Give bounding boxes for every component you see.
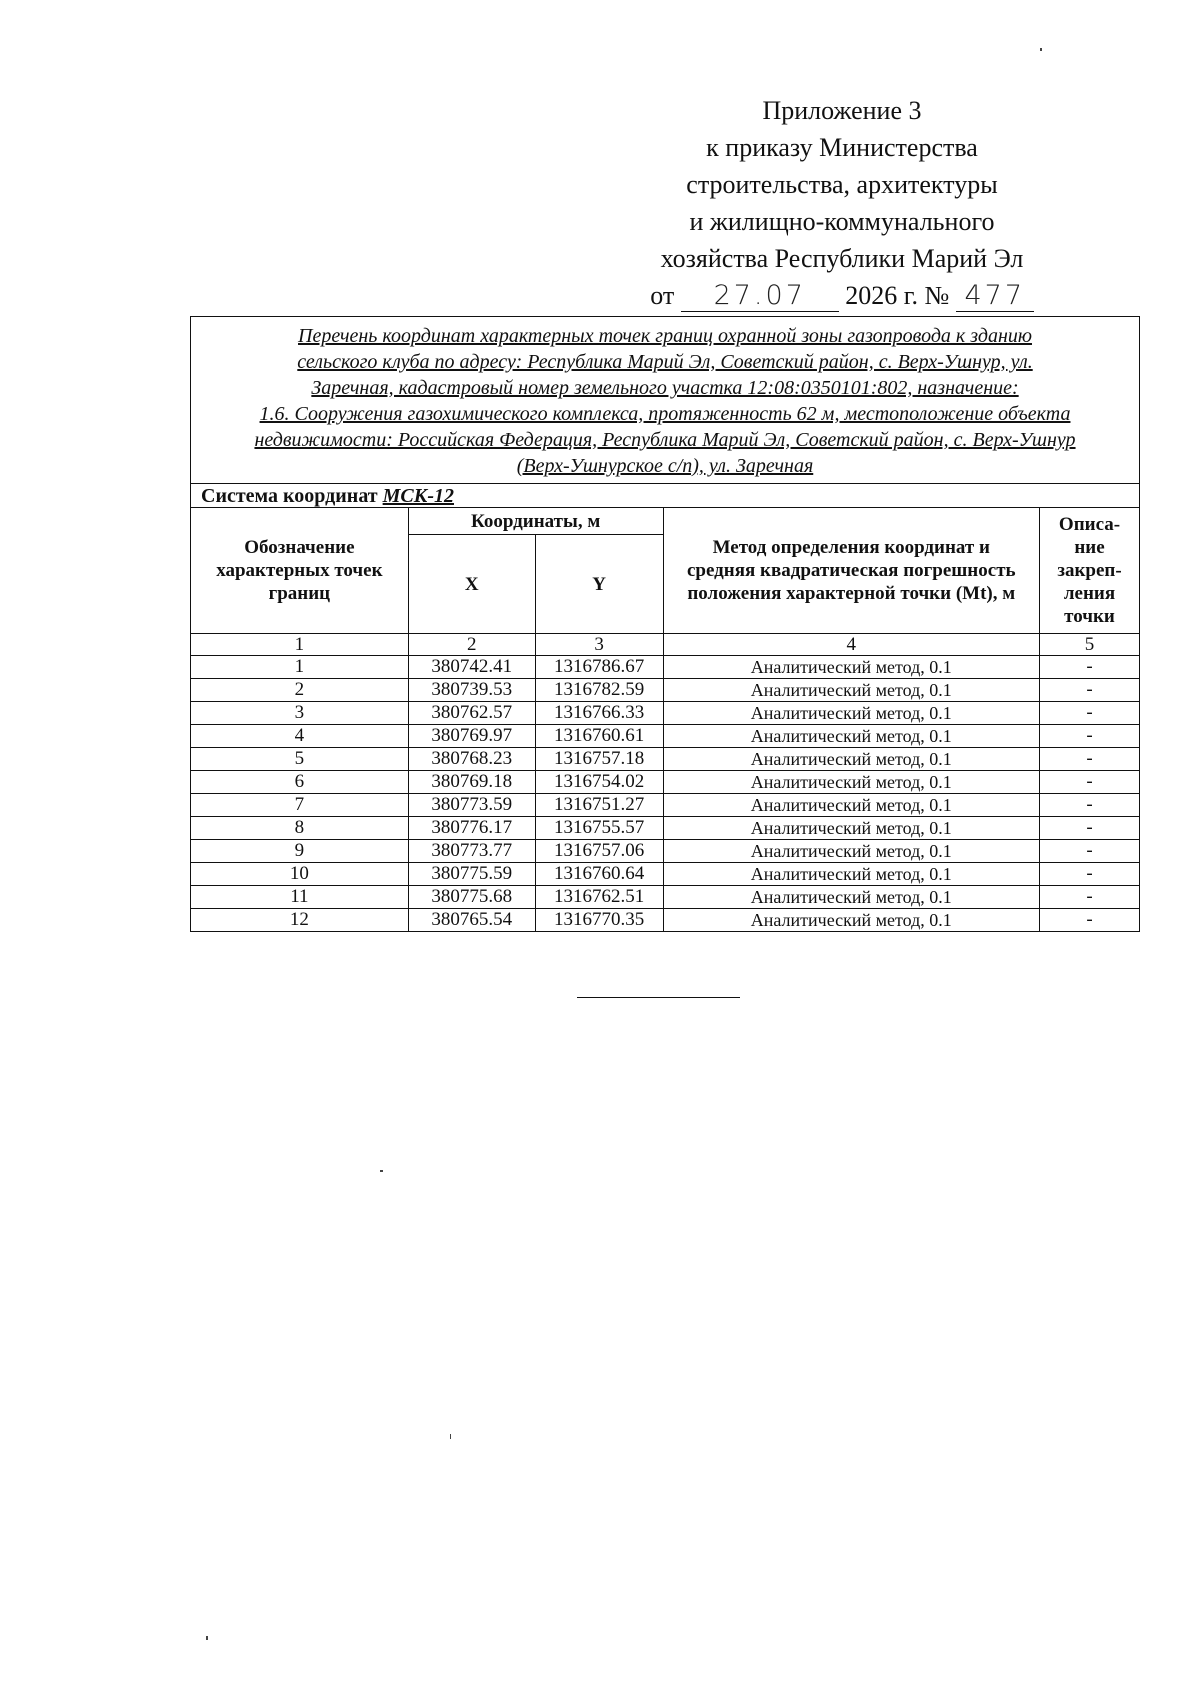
header-line: Приложение 3 (762, 96, 922, 125)
method-cell: Аналитический метод, 0.1 (663, 656, 1039, 679)
point-cell: 5 (191, 748, 409, 771)
col-description-header: Описа-ние закреп-ления точки (1040, 508, 1140, 634)
y-cell: 1316755.57 (535, 817, 663, 840)
point-cell: 6 (191, 771, 409, 794)
system-label: Система координат (201, 485, 378, 507)
x-cell: 380775.59 (408, 863, 535, 886)
desc-cell: - (1040, 909, 1140, 932)
point-cell: 7 (191, 794, 409, 817)
table-row (191, 840, 1140, 863)
desc-cell: - (1040, 817, 1140, 840)
title-line: Перечень координат характерных точек границ охранной зоны газопровода к зданию (298, 325, 1032, 347)
method-cell: Аналитический метод, 0.1 (663, 771, 1039, 794)
point-cell: 10 (191, 863, 409, 886)
appendix-header (622, 92, 1062, 314)
desc-cell: - (1040, 863, 1140, 886)
point-cell: 4 (191, 725, 409, 748)
table-title (191, 317, 1140, 484)
table-row (191, 817, 1140, 840)
intro-row (191, 317, 1140, 484)
point-cell: 11 (191, 886, 409, 909)
scan-speck (380, 1170, 383, 1172)
method-cell: Аналитический метод, 0.1 (663, 794, 1039, 817)
method-cell: Аналитический метод, 0.1 (663, 748, 1039, 771)
header-line: и жилищно-коммунального (689, 207, 995, 236)
order-number-field (956, 281, 1034, 312)
point-cell: 9 (191, 840, 409, 863)
y-cell: 1316751.27 (535, 794, 663, 817)
y-cell: 1316757.06 (535, 840, 663, 863)
table-row (191, 909, 1140, 932)
desc-cell: - (1040, 725, 1140, 748)
title-line: сельского клуба по адресу: Республика Марий Эл, Советский район, с. Верх-Ушнур, ул. (297, 351, 1033, 373)
table-row (191, 771, 1140, 794)
x-cell: 380769.18 (408, 771, 535, 794)
column-number: 5 (1040, 634, 1140, 656)
system-name: МСК-12 (382, 485, 454, 507)
title-line: 1.6. Сооружения газохимического комплекса, протяженность 62 м, местоположение объекта (259, 403, 1071, 425)
table-row (191, 794, 1140, 817)
header-line: хозяйства Республики Марий Эл (660, 244, 1024, 273)
desc-cell: - (1040, 886, 1140, 909)
column-number-row (191, 634, 1140, 656)
x-cell: 380775.68 (408, 886, 535, 909)
point-cell: 3 (191, 702, 409, 725)
y-cell: 1316760.61 (535, 725, 663, 748)
system-row (191, 484, 1140, 508)
y-cell: 1316754.02 (535, 771, 663, 794)
x-cell: 380769.97 (408, 725, 535, 748)
x-cell: 380765.54 (408, 909, 535, 932)
table-row (191, 725, 1140, 748)
col-coords-header: Координаты, м (408, 508, 663, 535)
title-line: (Верх-Ушнурское с/п), ул. Заречная (516, 455, 814, 477)
coordinates-table (190, 316, 1140, 932)
coordinate-system (191, 484, 1140, 508)
desc-cell: - (1040, 702, 1140, 725)
x-cell: 380768.23 (408, 748, 535, 771)
order-date-field (681, 281, 839, 312)
method-cell: Аналитический метод, 0.1 (663, 863, 1039, 886)
end-of-document-line (577, 997, 740, 998)
x-cell: 380739.53 (408, 679, 535, 702)
year-text: 2026 г. № (845, 281, 950, 310)
column-number: 2 (408, 634, 535, 656)
title-line: недвижимости: Российская Федерация, Республика Марий Эл, Советский район, с. Верх-Ушнур (254, 429, 1076, 451)
handwritten-number: 477 (964, 280, 1026, 311)
method-cell: Аналитический метод, 0.1 (663, 725, 1039, 748)
table-row (191, 748, 1140, 771)
desc-cell: - (1040, 679, 1140, 702)
method-cell: Аналитический метод, 0.1 (663, 702, 1039, 725)
desc-cell: - (1040, 794, 1140, 817)
y-cell: 1316760.64 (535, 863, 663, 886)
method-cell: Аналитический метод, 0.1 (663, 840, 1039, 863)
y-cell: 1316770.35 (535, 909, 663, 932)
y-cell: 1316757.18 (535, 748, 663, 771)
scan-speck (1040, 48, 1042, 51)
date-prefix: от (650, 281, 675, 310)
x-cell: 380773.59 (408, 794, 535, 817)
col-designation-header: Обозначение характерных точек границ (191, 508, 409, 634)
scan-speck (450, 1434, 451, 1439)
y-cell: 1316762.51 (535, 886, 663, 909)
point-cell: 2 (191, 679, 409, 702)
col-x-header: X (408, 535, 535, 634)
column-number: 4 (663, 634, 1039, 656)
y-cell: 1316766.33 (535, 702, 663, 725)
col-y-header: Y (535, 535, 663, 634)
header-line: к приказу Министерства (706, 133, 978, 162)
y-cell: 1316786.67 (535, 656, 663, 679)
col-method-header: Метод определения координат и средняя квадратическая погрешность положения характерной точки (Mt), м (663, 508, 1039, 634)
table-row (191, 702, 1140, 725)
method-cell: Аналитический метод, 0.1 (663, 679, 1039, 702)
x-cell: 380762.57 (408, 702, 535, 725)
desc-cell: - (1040, 656, 1140, 679)
x-cell: 380773.77 (408, 840, 535, 863)
table-row (191, 656, 1140, 679)
column-number: 3 (535, 634, 663, 656)
table-row (191, 863, 1140, 886)
x-cell: 380776.17 (408, 817, 535, 840)
scan-speck (206, 1636, 208, 1640)
order-date-line (622, 277, 1062, 314)
table-row (191, 886, 1140, 909)
column-number: 1 (191, 634, 409, 656)
method-cell: Аналитический метод, 0.1 (663, 817, 1039, 840)
point-cell: 1 (191, 656, 409, 679)
point-cell: 12 (191, 909, 409, 932)
header-row-1 (191, 508, 1140, 535)
table-row (191, 679, 1140, 702)
method-cell: Аналитический метод, 0.1 (663, 909, 1039, 932)
desc-cell: - (1040, 840, 1140, 863)
method-cell: Аналитический метод, 0.1 (663, 886, 1039, 909)
header-line: строительства, архитектуры (686, 170, 998, 199)
point-cell: 8 (191, 817, 409, 840)
title-line: Заречная, кадастровый номер земельного участка 12:08:0350101:802, назначение: (311, 377, 1019, 399)
handwritten-date: 27.07 (713, 280, 806, 311)
y-cell: 1316782.59 (535, 679, 663, 702)
desc-cell: - (1040, 748, 1140, 771)
x-cell: 380742.41 (408, 656, 535, 679)
desc-cell: - (1040, 771, 1140, 794)
